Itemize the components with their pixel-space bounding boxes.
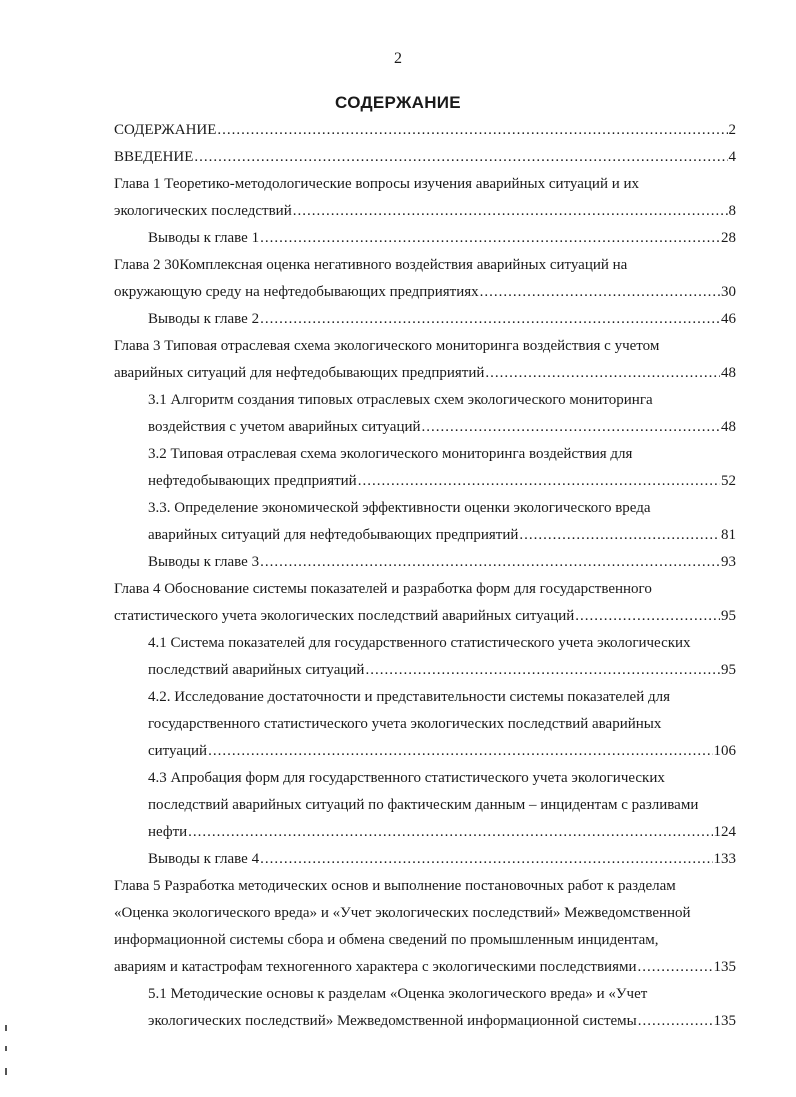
table-of-contents [0, 117, 796, 1035]
toc-entry-text: информационной системы сбора и обмена сведений по промышленным инцидентам, [114, 932, 659, 948]
toc-page-number: 30 [721, 284, 736, 300]
toc-entry-text: последствий аварийных ситуаций по фактическим данным – инцидентам с разливами [148, 797, 699, 813]
toc-entry-text: экологических последствий» Межведомственной информационной системы [148, 1013, 637, 1029]
toc-entry [0, 252, 796, 306]
toc-dot-leader [260, 549, 720, 576]
toc-entry-text: ситуаций [148, 743, 208, 759]
toc-entry-line [148, 522, 736, 549]
toc-page-number: 52 [721, 473, 736, 489]
toc-entry [0, 549, 796, 576]
toc-entry-line [114, 603, 736, 630]
toc-entry-text: Выводы к главе 1 [148, 230, 260, 246]
toc-dot-leader [260, 225, 720, 252]
toc-entry-line [148, 684, 736, 711]
toc-entry-line [148, 738, 736, 765]
toc-page-number: 93 [721, 554, 736, 570]
scan-edge-mark [5, 1046, 7, 1051]
toc-entry-text: 5.1 Методические основы к разделам «Оценка экологического вреда» и «Учет [148, 986, 648, 1002]
toc-title: СОДЕРЖАНИЕ [335, 93, 461, 112]
toc-entry-text: Глава 2 30Комплексная оценка негативного воздействия аварийных ситуаций на [114, 257, 628, 273]
toc-entry-line [148, 225, 736, 252]
toc-entry-line [114, 144, 736, 171]
toc-entry-text: 4.2. Исследование достаточности и представительности системы показателей для [148, 689, 671, 705]
toc-page-number: 133 [713, 851, 736, 867]
toc-entry-line [148, 549, 736, 576]
toc-entry-text: 3.1 Алгоритм создания типовых отраслевых схем экологического мониторинга [148, 392, 653, 408]
toc-entry [0, 306, 796, 333]
toc-entry [0, 576, 796, 630]
toc-entry-text: Глава 1 Теоретико-методологические вопросы изучения аварийных ситуаций и их [114, 176, 640, 192]
toc-entry-line [114, 252, 736, 279]
toc-dot-leader [638, 954, 713, 981]
toc-entry-line [148, 819, 736, 846]
toc-entry-line [148, 711, 736, 738]
toc-entry-line [148, 846, 736, 873]
toc-entry-text: государственного статистического учета экологических последствий аварийных [148, 716, 662, 732]
toc-dot-leader [519, 522, 720, 549]
toc-entry-line [148, 495, 736, 522]
toc-entry-text: Выводы к главе 2 [148, 311, 260, 327]
toc-entry-text: авариям и катастрофам техногенного характера с экологическими последствиями [114, 959, 637, 975]
toc-entry-line [148, 981, 736, 1008]
toc-dot-leader [260, 846, 712, 873]
toc-dot-leader [485, 360, 720, 387]
toc-entry-line [148, 765, 736, 792]
toc-entry-text: статистического учета экологических последствий аварийных ситуаций [114, 608, 575, 624]
toc-entry [0, 873, 796, 981]
toc-entry-text: аварийных ситуаций для нефтедобывающих предприятий [148, 527, 519, 543]
toc-entry-text: нефти [148, 824, 188, 840]
toc-entry-line [114, 117, 736, 144]
toc-dot-leader [575, 603, 720, 630]
toc-entry-text: «Оценка экологического вреда» и «Учет экологических последствий» Межведомственной [114, 905, 691, 921]
toc-entry-line [114, 333, 736, 360]
toc-entry [0, 171, 796, 225]
toc-entry-text: ВВЕДЕНИЕ [114, 149, 194, 165]
toc-entry-text: окружающую среду на нефтедобывающих предприятиях [114, 284, 479, 300]
toc-entry-line [148, 414, 736, 441]
toc-entry-line [148, 441, 736, 468]
toc-entry-text: 3.2 Типовая отраслевая схема экологического мониторинга воздействия для [148, 446, 633, 462]
toc-entry-line [148, 792, 736, 819]
toc-entry-line [148, 306, 736, 333]
toc-page-number: 4 [728, 149, 736, 165]
toc-entry [0, 387, 796, 441]
toc-entry-line [148, 1008, 736, 1035]
toc-dot-leader [638, 1008, 713, 1035]
scan-edge-mark [5, 1068, 7, 1075]
toc-entry [0, 630, 796, 684]
toc-entry-line [148, 657, 736, 684]
toc-page-number: 48 [721, 419, 736, 435]
toc-entry-text: нефтедобывающих предприятий [148, 473, 357, 489]
toc-entry-text: СОДЕРЖАНИЕ [114, 122, 217, 138]
toc-entry-line [114, 171, 736, 198]
toc-page-number: 8 [728, 203, 736, 219]
toc-page-number: 81 [721, 527, 736, 543]
toc-entry-line [114, 576, 736, 603]
toc-entry-text: аварийных ситуаций для нефтедобывающих предприятий [114, 365, 485, 381]
toc-dot-leader [194, 144, 727, 171]
toc-dot-leader [188, 819, 712, 846]
toc-page-number: 2 [728, 122, 736, 138]
toc-page-number: 48 [721, 365, 736, 381]
toc-entry [0, 495, 796, 549]
toc-entry-line [114, 279, 736, 306]
toc-entry-text: Выводы к главе 4 [148, 851, 260, 867]
toc-entry-line [114, 198, 736, 225]
toc-page-number: 95 [721, 608, 736, 624]
toc-entry-line [114, 873, 736, 900]
toc-page-number: 135 [713, 959, 736, 975]
toc-page-number: 124 [713, 824, 736, 840]
toc-entry [0, 333, 796, 387]
toc-page-number: 135 [713, 1013, 736, 1029]
scan-edge-mark [5, 1025, 7, 1031]
toc-entry-text: Глава 5 Разработка методических основ и выполнение постановочных работ к разделам [114, 878, 676, 894]
toc-entry-line [114, 927, 736, 954]
toc-entry [0, 981, 796, 1035]
toc-page-number: 28 [721, 230, 736, 246]
toc-dot-leader [365, 657, 720, 684]
toc-dot-leader [293, 198, 728, 225]
toc-entry [0, 765, 796, 846]
toc-dot-leader [260, 306, 720, 333]
toc-entry-line [114, 954, 736, 981]
toc-entry-text: последствий аварийных ситуаций [148, 662, 365, 678]
toc-entry [0, 225, 796, 252]
toc-dot-leader [422, 414, 720, 441]
toc-entry-text: 4.1 Система показателей для государственного статистического учета экологических [148, 635, 691, 651]
toc-entry-text: воздействия с учетом аварийных ситуаций [148, 419, 421, 435]
toc-entry-line [148, 630, 736, 657]
toc-entry-text: экологических последствий [114, 203, 292, 219]
toc-entry-line [148, 387, 736, 414]
toc-dot-leader [358, 468, 720, 495]
toc-entry [0, 441, 796, 495]
toc-page-number: 95 [721, 662, 736, 678]
toc-dot-leader [217, 117, 727, 144]
toc-page-number: 106 [713, 743, 736, 759]
toc-entry-line [114, 360, 736, 387]
toc-entry-text: Выводы к главе 3 [148, 554, 260, 570]
toc-page-number: 46 [721, 311, 736, 327]
toc-entry [0, 117, 796, 144]
toc-entry [0, 684, 796, 765]
page-number: 2 [394, 50, 402, 67]
toc-entry-line [148, 468, 736, 495]
toc-entry-text: 3.3. Определение экономической эффективности оценки экологического вреда [148, 500, 651, 516]
toc-entry-text: Глава 3 Типовая отраслевая схема экологического мониторинга воздействия с учетом [114, 338, 660, 354]
toc-entry-text: 4.3 Апробация форм для государственного статистического учета экологических [148, 770, 665, 786]
toc-entry [0, 846, 796, 873]
toc-dot-leader [208, 738, 712, 765]
toc-dot-leader [480, 279, 720, 306]
toc-entry-text: Глава 4 Обоснование системы показателей и разработка форм для государственного [114, 581, 652, 597]
toc-entry [0, 144, 796, 171]
toc-entry-line [114, 900, 736, 927]
